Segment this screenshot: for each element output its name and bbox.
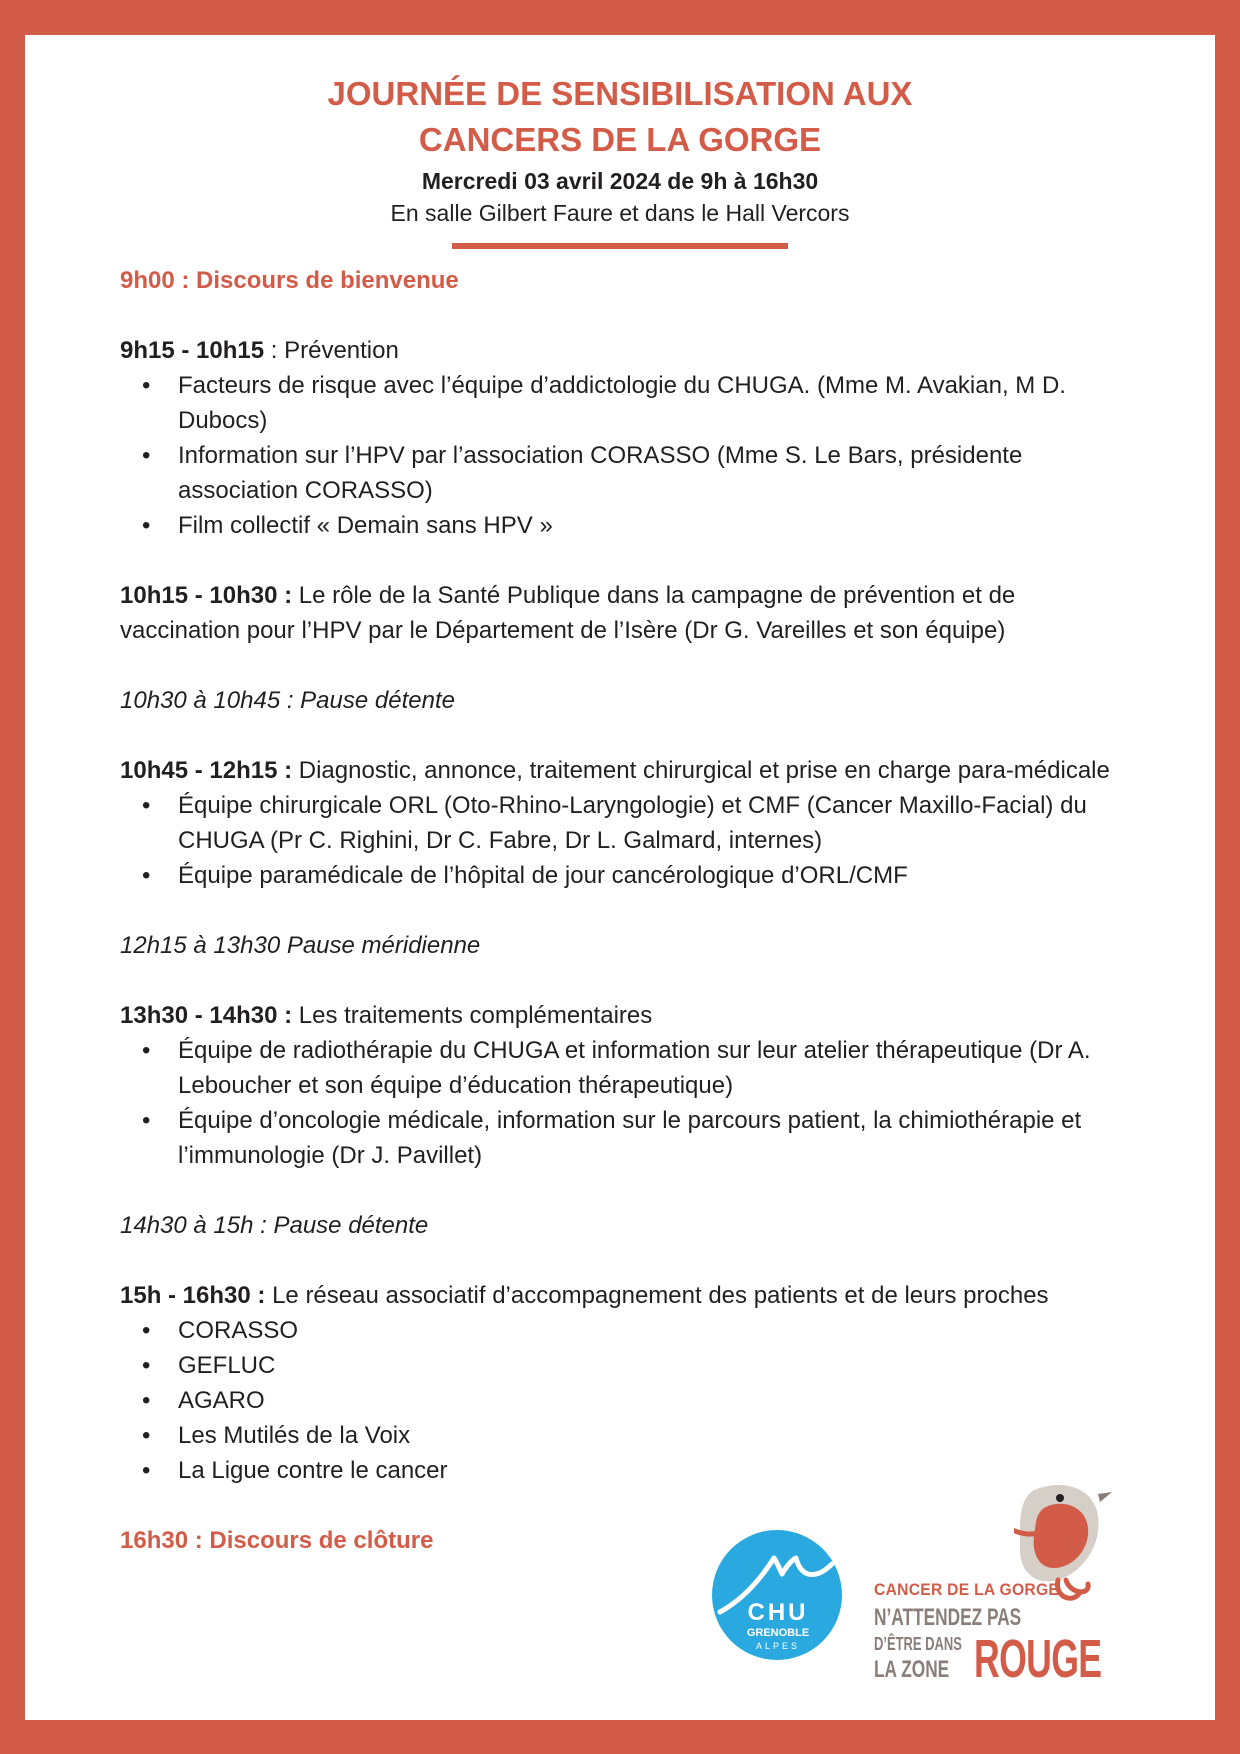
session-heading — [120, 753, 1130, 788]
list-item: • Film collectif « Demain sans HPV » — [120, 508, 1130, 543]
program — [120, 263, 1130, 1558]
list-item: • Équipe de radiothérapie du CHUGA et information sur leur atelier thérapeutique (Dr A. Leboucher et son équipe d’éducation thérapeutique) — [120, 1033, 1130, 1103]
closing-speech: 16h30 : Discours de clôture — [120, 1527, 434, 1554]
session-diagnostic — [120, 753, 1130, 893]
session-time: 10h15 - 10h30 : — [120, 582, 293, 609]
list-item: • Équipe paramédicale de l’hôpital de jour cancérologique d’ORL/CMF — [120, 858, 1130, 893]
campaign-slogan-2: D’ÊTRE DANS — [874, 1634, 962, 1654]
campaign-slogan-1: N’ATTENDEZ PAS — [874, 1604, 1022, 1631]
list-item: • Équipe chirurgicale ORL (Oto-Rhino-Laryngologie) et CMF (Cancer Maxillo-Facial) du CHUGA (Pr C. Righini, Dr C. Fabre, Dr L. Galmard, internes) — [120, 788, 1130, 858]
header — [25, 71, 1215, 249]
session-time: 9h15 - 10h15 — [120, 337, 265, 364]
chu-logo-region: ALPES — [755, 1641, 801, 1651]
list-item: • Facteurs de risque avec l’équipe d’addictologie du CHUGA. (Mme M. Avakian, M D. Dubocs) — [120, 368, 1130, 438]
session-associations — [120, 1278, 1130, 1488]
session-topic: : Prévention — [264, 337, 399, 364]
header-divider — [452, 243, 788, 249]
welcome-speech: 9h00 : Discours de bienvenue — [120, 267, 459, 294]
session-time: 10h45 - 12h15 : — [120, 757, 293, 784]
chu-logo-city: GRENOBLE — [746, 1627, 810, 1639]
event-date: Mercredi 03 avril 2024 de 9h à 16h30 — [421, 168, 819, 194]
session-topic: Diagnostic, annonce, traitement chirurgical et prise en charge para-médicale — [292, 757, 1110, 784]
campaign-logo — [874, 1480, 1174, 1690]
chu-logo — [712, 1530, 842, 1660]
chu-logo-text: CHU — [747, 1599, 809, 1626]
campaign-slogan-3: LA ZONE — [874, 1656, 950, 1683]
session-prevention — [120, 333, 1130, 543]
campaign-slogan-rouge: ROUGE — [974, 1629, 1102, 1689]
list-item: • La Ligue contre le cancer — [120, 1453, 1130, 1488]
title-line-1: JOURNÉE DE SENSIBILISATION AUX — [327, 75, 913, 112]
session-time: 15h - 16h30 : — [120, 1282, 266, 1309]
page-title — [25, 71, 1215, 163]
list-item: • AGARO — [120, 1383, 1130, 1418]
list-item: • Les Mutilés de la Voix — [120, 1418, 1130, 1453]
session-topic: Les traitements complémentaires — [292, 1002, 653, 1029]
session-public-health — [120, 578, 1130, 648]
session-list — [120, 1313, 1130, 1488]
session-heading — [120, 333, 1130, 368]
session-list — [120, 1033, 1130, 1173]
session-heading — [120, 1278, 1130, 1313]
list-item: • Information sur l’HPV par l’association CORASSO (Mme S. Le Bars, présidente association CORASSO) — [120, 438, 1130, 508]
session-list — [120, 788, 1130, 893]
session-time: 13h30 - 14h30 : — [120, 1002, 293, 1029]
list-item: • CORASSO — [120, 1313, 1130, 1348]
session-topic: Le rôle de la Santé Publique dans la campagne de prévention et de vaccination pour l’HPV par le Département de l’Isère (Dr G. Vareilles et son équipe) — [120, 582, 1016, 644]
pause-lunch: 12h15 à 13h30 Pause méridienne — [120, 932, 481, 959]
pause-afternoon: 14h30 à 15h : Pause détente — [120, 1212, 429, 1239]
list-item: • Équipe d’oncologie médicale, information sur le parcours patient, la chimiothérapie et l’immunologie (Dr J. Pavillet) — [120, 1103, 1130, 1173]
session-topic: Le réseau associatif d’accompagnement des patients et de leurs proches — [265, 1282, 1049, 1309]
list-item: • GEFLUC — [120, 1348, 1130, 1383]
session-heading — [120, 998, 1130, 1033]
session-list — [120, 368, 1130, 543]
session-treatments — [120, 998, 1130, 1173]
page-sheet — [25, 35, 1215, 1720]
pause-morning: 10h30 à 10h45 : Pause détente — [120, 687, 455, 714]
title-line-2: CANCERS DE LA GORGE — [418, 121, 822, 158]
event-location: En salle Gilbert Faure et dans le Hall Vercors — [390, 200, 850, 226]
campaign-title: CANCER DE LA GORGE — [874, 1580, 1060, 1599]
